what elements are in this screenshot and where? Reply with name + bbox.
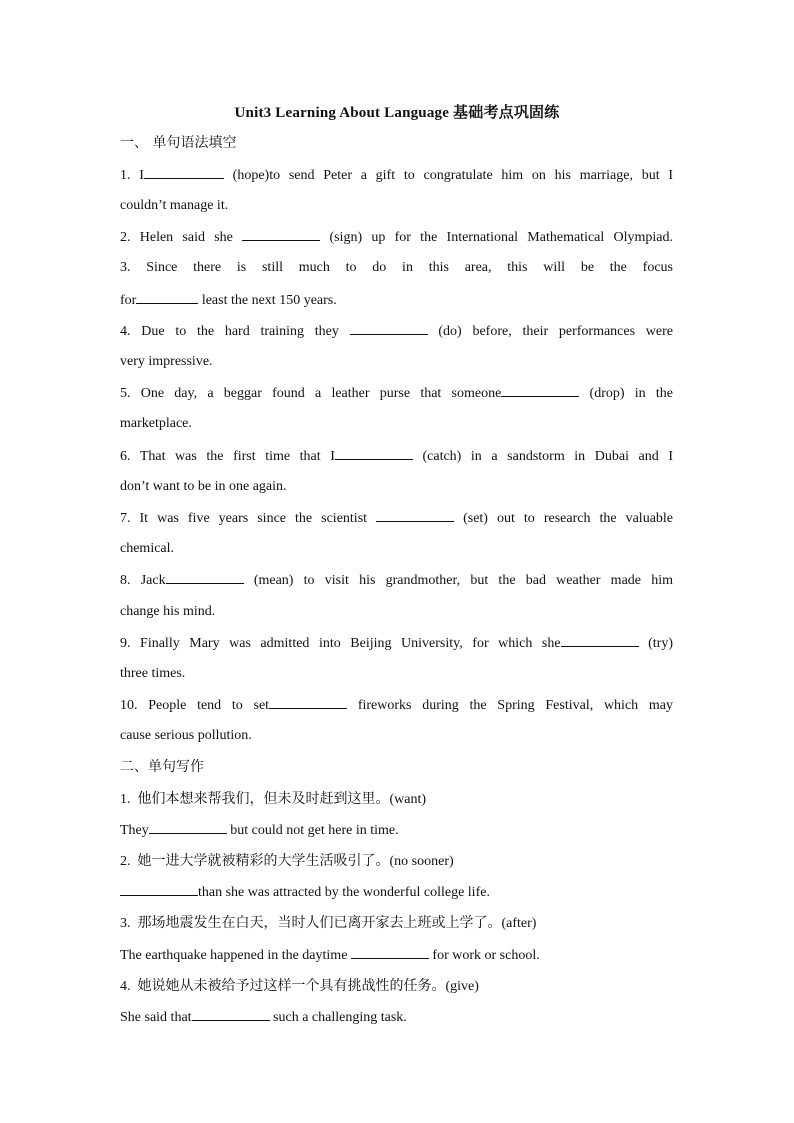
- answer-blank[interactable]: [166, 570, 244, 584]
- question-3-line2: for least the next 150 years.: [120, 290, 673, 311]
- writing-2-answer: than she was attracted by the wonderful college life.: [120, 882, 673, 903]
- answer-blank[interactable]: [120, 882, 198, 896]
- question-10-line2: cause serious pollution.: [120, 728, 252, 743]
- question-10-line1: 10. People tend to set fireworks during the Spring Festival, which may: [120, 695, 673, 716]
- question-5-line1: 5. One day, a beggar found a leather purse that someone (drop) in the: [120, 383, 673, 404]
- question-7-line2: chemical.: [120, 541, 175, 556]
- answer-blank[interactable]: [192, 1007, 270, 1021]
- question-2-line1: 2. Helen said she (sign) up for the International Mathematical Olympiad.: [120, 227, 673, 248]
- answer-blank[interactable]: [242, 227, 320, 241]
- writing-2-prompt: 2. 她一进大学就被精彩的大学生活吸引了。(no sooner): [120, 853, 454, 869]
- answer-blank[interactable]: [149, 820, 227, 834]
- answer-blank[interactable]: [501, 383, 579, 397]
- writing-3-answer: The earthquake happened in the daytime for work or school.: [120, 945, 673, 966]
- answer-blank[interactable]: [269, 695, 347, 709]
- answer-blank[interactable]: [335, 446, 413, 460]
- question-9-line2: three times.: [120, 666, 186, 681]
- question-3-line1: 3. Since there is still much to do in this area, this will be the focus: [120, 260, 673, 275]
- question-4-line2: very impressive.: [120, 354, 213, 369]
- question-8-line2: change his mind.: [120, 604, 216, 619]
- answer-blank[interactable]: [144, 165, 224, 179]
- answer-blank[interactable]: [136, 290, 198, 304]
- writing-3-prompt: 3. 那场地震发生在白天，当时人们已离开家去上班或上学了。(after): [120, 915, 537, 931]
- section2-heading: 二、单句写作: [120, 759, 204, 775]
- question-1-line2: couldn’t manage it.: [120, 198, 229, 213]
- answer-blank[interactable]: [376, 508, 454, 522]
- section1-heading: 一、 单句语法填空: [120, 135, 237, 151]
- page-title: Unit3 Learning About Language 基础考点巩固练: [234, 105, 560, 121]
- answer-blank[interactable]: [561, 633, 639, 647]
- writing-1-answer: They but could not get here in time.: [120, 820, 673, 841]
- answer-blank[interactable]: [350, 321, 428, 335]
- question-6-line2: don’t want to be in one again.: [120, 479, 287, 494]
- question-1-line1: 1. I (hope)to send Peter a gift to congratulate him on his marriage, but I: [120, 165, 673, 186]
- question-4-line1: 4. Due to the hard training they (do) before, their performances were: [120, 321, 673, 342]
- question-7-line1: 7. It was five years since the scientist (set) out to research the valuable: [120, 508, 673, 529]
- writing-1-prompt: 1. 他们本想来帮我们，但未及时赶到这里。(want): [120, 791, 427, 807]
- writing-4-prompt: 4. 她说她从未被给予过这样一个具有挑战性的任务。(give): [120, 978, 479, 994]
- answer-blank[interactable]: [351, 945, 429, 959]
- question-9-line1: 9. Finally Mary was admitted into Beijing University, for which she (try): [120, 633, 673, 654]
- question-5-line2: marketplace.: [120, 416, 192, 431]
- question-6-line1: 6. That was the first time that I (catch) in a sandstorm in Dubai and I: [120, 446, 673, 467]
- question-8-line1: 8. Jack (mean) to visit his grandmother, but the bad weather made him: [120, 570, 673, 591]
- writing-4-answer: She said that such a challenging task.: [120, 1007, 673, 1028]
